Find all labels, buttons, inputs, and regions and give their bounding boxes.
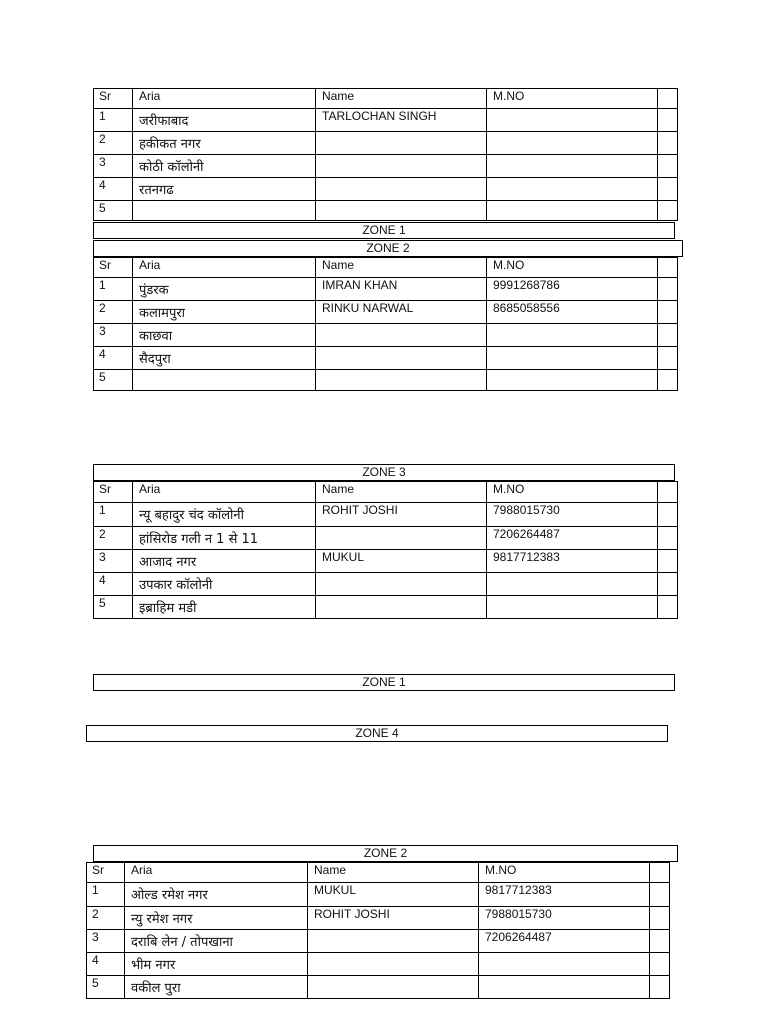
zone2b-table [86, 862, 670, 999]
cell-sr: 4 [87, 953, 125, 976]
table-row [94, 324, 678, 347]
table-row [94, 503, 678, 527]
cell-mno [479, 953, 650, 976]
header-mno: M.NO [487, 482, 658, 503]
cell-aria: हांसिरोड गली न 1 से 11 [133, 527, 316, 550]
cell-mno [487, 573, 658, 596]
header-sr: Sr [94, 258, 133, 278]
header-sr: Sr [87, 863, 125, 883]
cell-mno [487, 347, 658, 370]
header-aria: Aria [133, 258, 316, 278]
table-row [94, 155, 678, 178]
cell-name [316, 178, 487, 201]
cell-mno [487, 596, 658, 619]
cell-extra [658, 503, 678, 527]
cell-name [316, 527, 487, 550]
cell-name [316, 201, 487, 221]
cell-mno: 9817712383 [487, 550, 658, 573]
zone-label: ZONE 1 [93, 674, 675, 691]
header-mno: M.NO [487, 258, 658, 278]
cell-mno [479, 976, 650, 999]
cell-name [308, 930, 479, 953]
cell-extra [650, 907, 670, 930]
cell-mno: 7206264487 [479, 930, 650, 953]
cell-extra [658, 596, 678, 619]
cell-extra [658, 347, 678, 370]
cell-extra [650, 953, 670, 976]
table-header-row [94, 482, 678, 503]
cell-aria: इब्राहिम मडी [133, 596, 316, 619]
cell-sr: 5 [94, 596, 133, 619]
cell-name [316, 370, 487, 391]
cell-mno: 7988015730 [487, 503, 658, 527]
cell-sr: 3 [94, 324, 133, 347]
cell-aria: काछवा [133, 324, 316, 347]
cell-name: ROHIT JOSHI [316, 503, 487, 527]
cell-sr: 4 [94, 347, 133, 370]
cell-extra [658, 301, 678, 324]
table-row [94, 109, 678, 132]
table-header-row [94, 89, 678, 109]
cell-sr: 5 [87, 976, 125, 999]
cell-name: IMRAN KHAN [316, 278, 487, 301]
cell-sr: 1 [87, 883, 125, 907]
cell-extra [650, 930, 670, 953]
table-row [94, 201, 678, 221]
table-row [87, 907, 670, 930]
header-name: Name [308, 863, 479, 883]
cell-mno: 7206264487 [487, 527, 658, 550]
cell-sr: 1 [94, 278, 133, 301]
zone-label: ZONE 4 [86, 725, 668, 742]
table-row [94, 347, 678, 370]
zone3-table [93, 481, 678, 619]
cell-sr: 4 [94, 178, 133, 201]
cell-name: MUKUL [316, 550, 487, 573]
table-row [94, 301, 678, 324]
cell-aria: वकील पुरा [125, 976, 308, 999]
cell-aria: न्यू बहादुर चंद कॉलोनी [133, 503, 316, 527]
table-row [87, 953, 670, 976]
header-mno: M.NO [487, 89, 658, 109]
cell-mno: 7988015730 [479, 907, 650, 930]
cell-sr: 1 [94, 109, 133, 132]
cell-sr: 2 [94, 527, 133, 550]
cell-extra [650, 883, 670, 907]
table-header-row [87, 863, 670, 883]
header-extra [650, 863, 670, 883]
cell-aria: भीम नगर [125, 953, 308, 976]
table-row [94, 550, 678, 573]
cell-extra [658, 201, 678, 221]
zone-label: ZONE 2 [93, 845, 678, 862]
cell-mno [487, 370, 658, 391]
cell-sr: 3 [87, 930, 125, 953]
zone-label: ZONE 3 [93, 464, 675, 481]
table-row [94, 573, 678, 596]
cell-name [308, 953, 479, 976]
cell-name [308, 976, 479, 999]
cell-sr: 2 [87, 907, 125, 930]
header-aria: Aria [125, 863, 308, 883]
cell-extra [658, 324, 678, 347]
cell-extra [658, 132, 678, 155]
cell-mno: 9991268786 [487, 278, 658, 301]
cell-name [316, 573, 487, 596]
cell-aria: सैदपुरा [133, 347, 316, 370]
zone1-table [93, 88, 678, 221]
header-name: Name [316, 258, 487, 278]
cell-aria: जरीफाबाद [133, 109, 316, 132]
table-row [94, 527, 678, 550]
table-row [94, 596, 678, 619]
header-aria: Aria [133, 89, 316, 109]
table-row [94, 278, 678, 301]
cell-mno [487, 201, 658, 221]
cell-sr: 4 [94, 573, 133, 596]
header-extra [658, 482, 678, 503]
cell-sr: 3 [94, 155, 133, 178]
table-row [94, 132, 678, 155]
cell-sr: 2 [94, 132, 133, 155]
cell-name [316, 132, 487, 155]
cell-sr: 2 [94, 301, 133, 324]
cell-aria: ओल्ड रमेश नगर [125, 883, 308, 907]
table-row [87, 976, 670, 999]
cell-aria: कलामपुरा [133, 301, 316, 324]
cell-extra [658, 155, 678, 178]
cell-aria [133, 370, 316, 391]
cell-mno: 8685058556 [487, 301, 658, 324]
cell-mno [487, 155, 658, 178]
cell-aria: कोठी कॉलोनी [133, 155, 316, 178]
cell-sr: 5 [94, 201, 133, 221]
cell-aria: रतनगढ [133, 178, 316, 201]
header-name: Name [316, 89, 487, 109]
cell-mno [487, 324, 658, 347]
zone-label: ZONE 1 [93, 222, 675, 239]
cell-name [316, 155, 487, 178]
table-row [87, 930, 670, 953]
header-extra [658, 89, 678, 109]
cell-name [316, 596, 487, 619]
table-row [87, 883, 670, 907]
cell-name: TARLOCHAN SINGH [316, 109, 487, 132]
cell-name [316, 324, 487, 347]
cell-aria: उपकार कॉलोनी [133, 573, 316, 596]
cell-mno [487, 132, 658, 155]
cell-name: ROHIT JOSHI [308, 907, 479, 930]
cell-aria: आजाद नगर [133, 550, 316, 573]
cell-mno [487, 178, 658, 201]
cell-extra [658, 109, 678, 132]
cell-sr: 5 [94, 370, 133, 391]
cell-extra [658, 527, 678, 550]
cell-aria: दराबि लेन / तोपखाना [125, 930, 308, 953]
cell-extra [658, 278, 678, 301]
cell-extra [658, 573, 678, 596]
cell-aria: हकीकत नगर [133, 132, 316, 155]
header-name: Name [316, 482, 487, 503]
cell-extra [650, 976, 670, 999]
zone-label: ZONE 2 [93, 240, 683, 257]
header-sr: Sr [94, 482, 133, 503]
cell-name [316, 347, 487, 370]
zone2-table [93, 257, 678, 391]
cell-mno: 9817712383 [479, 883, 650, 907]
cell-sr: 1 [94, 503, 133, 527]
cell-sr: 3 [94, 550, 133, 573]
header-aria: Aria [133, 482, 316, 503]
header-sr: Sr [94, 89, 133, 109]
header-mno: M.NO [479, 863, 650, 883]
table-row [94, 370, 678, 391]
cell-extra [658, 370, 678, 391]
cell-aria [133, 201, 316, 221]
table-header-row [94, 258, 678, 278]
cell-aria: न्यु रमेश नगर [125, 907, 308, 930]
cell-extra [658, 178, 678, 201]
cell-name: MUKUL [308, 883, 479, 907]
cell-extra [658, 550, 678, 573]
cell-name: RINKU NARWAL [316, 301, 487, 324]
table-row [94, 178, 678, 201]
header-extra [658, 258, 678, 278]
cell-aria: पुंडरक [133, 278, 316, 301]
cell-mno [487, 109, 658, 132]
